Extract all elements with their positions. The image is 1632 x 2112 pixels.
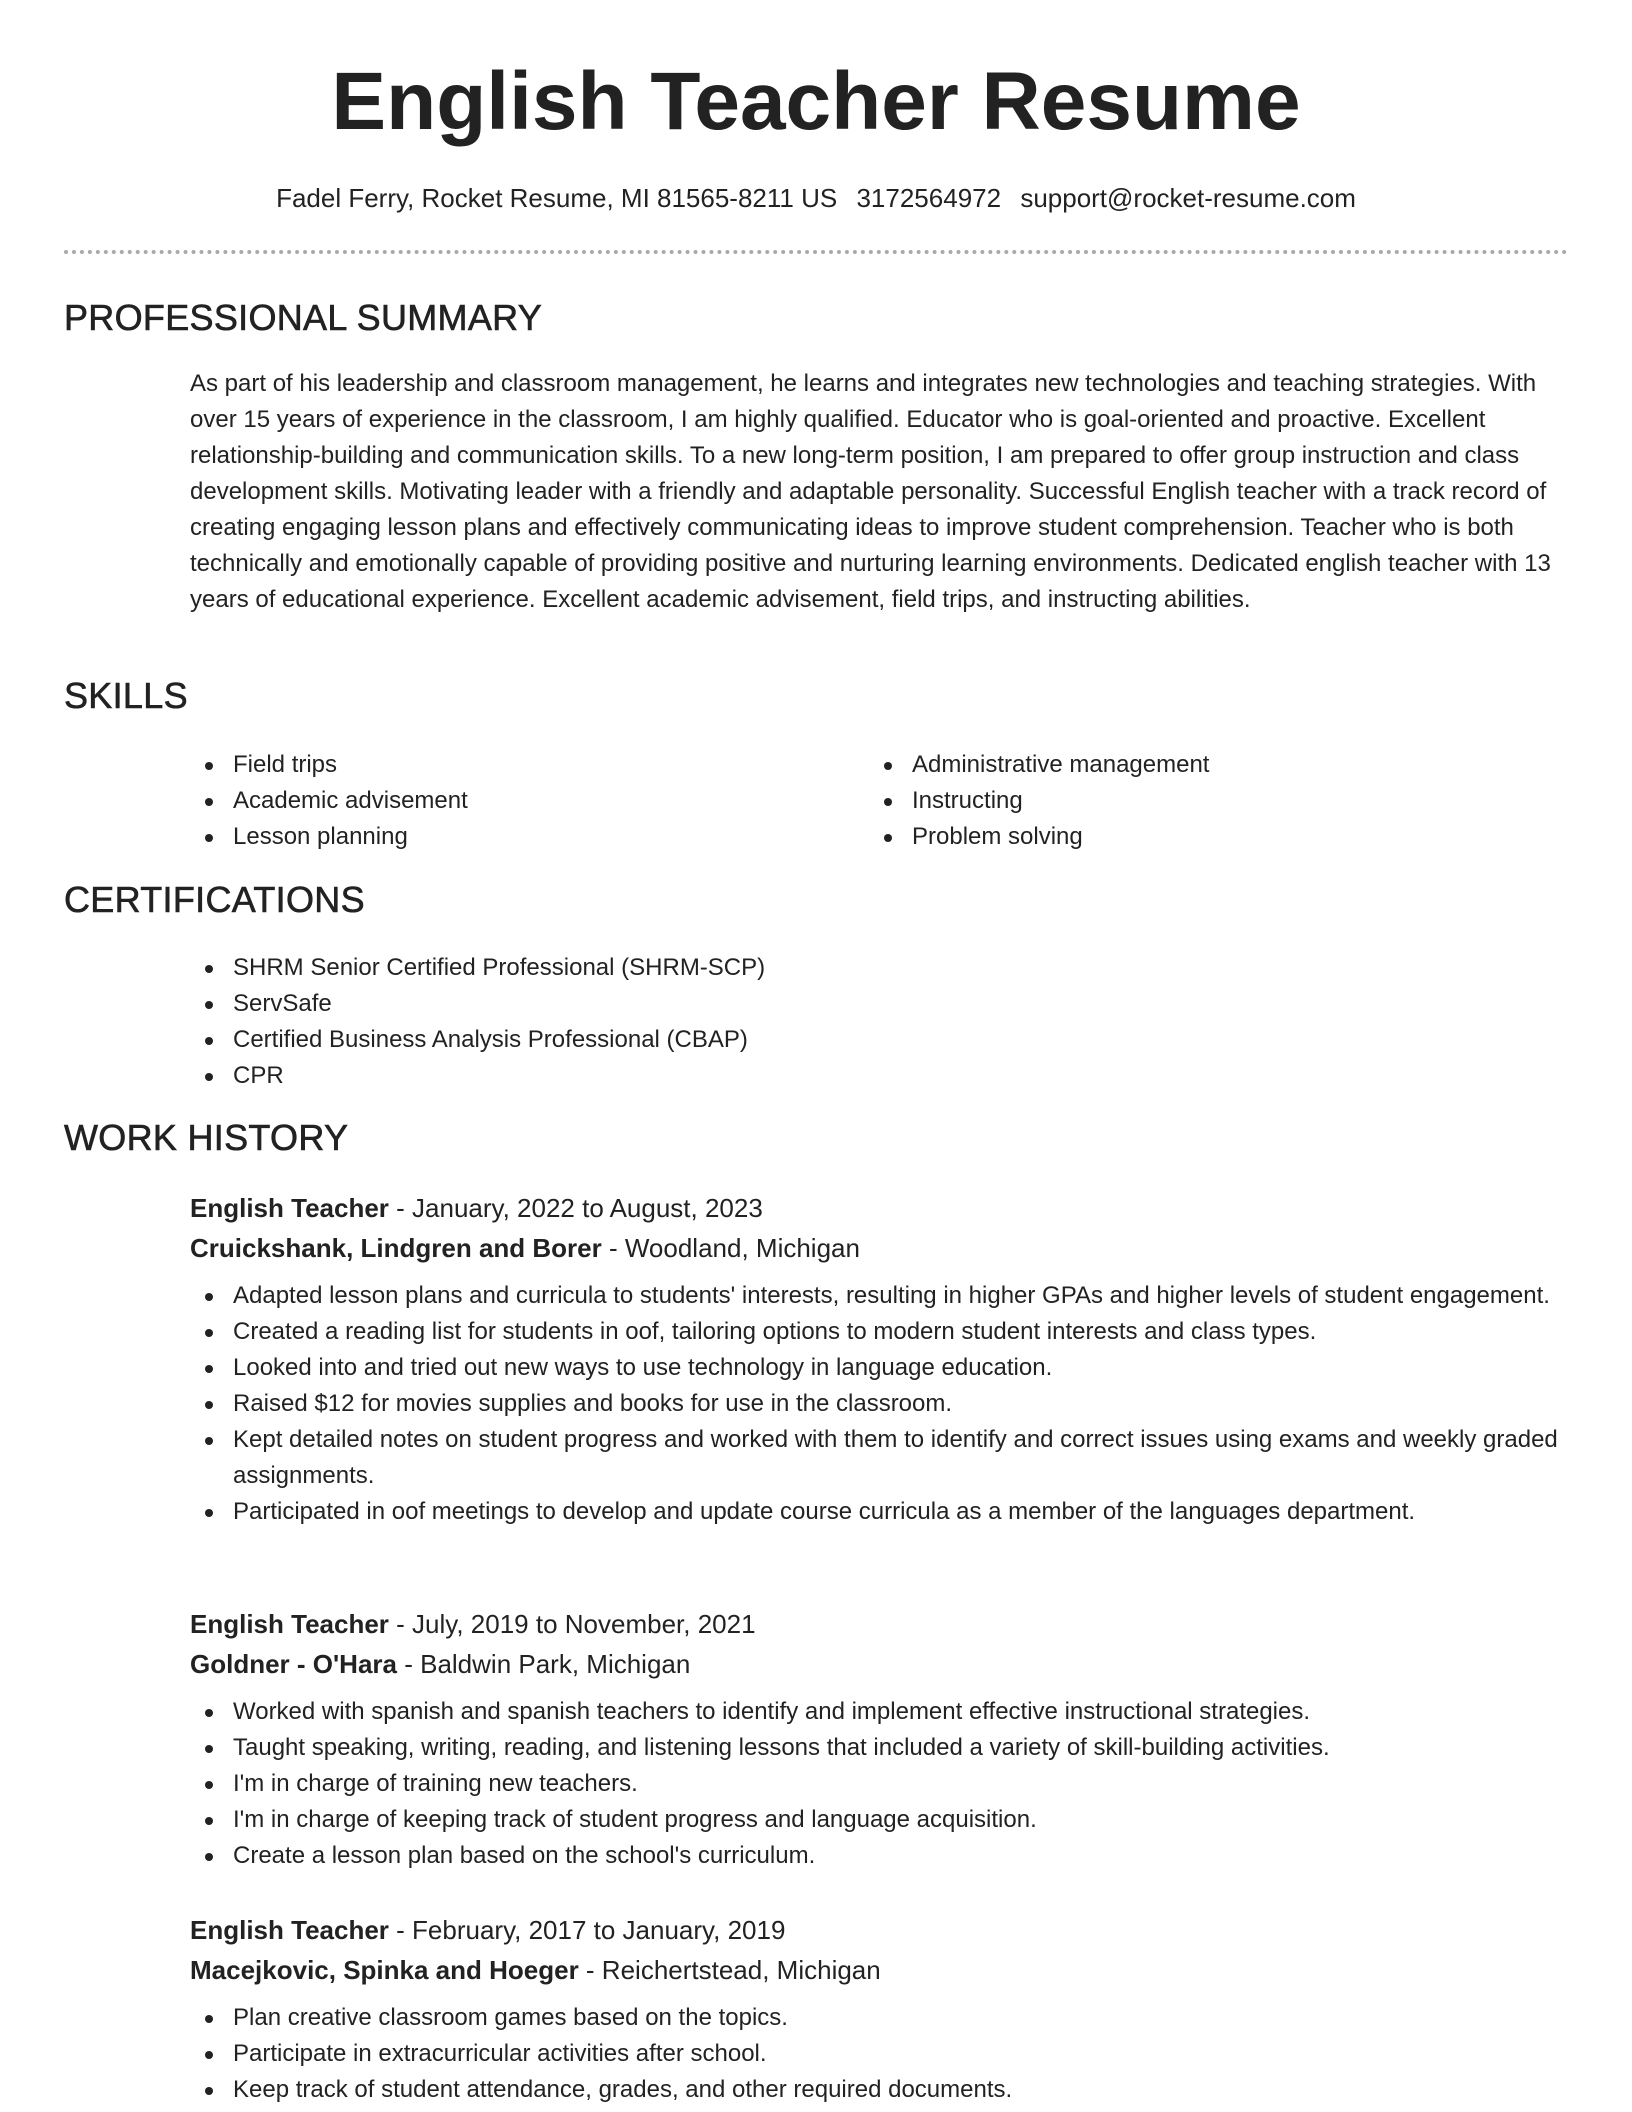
job-dates: - January, 2022 to August, 2023 [388,1193,763,1223]
certifications-heading: CERTIFICATIONS [64,879,365,920]
job-entry [190,1604,1570,1874]
skills-list-left [190,747,830,855]
work-history-heading: WORK HISTORY [64,1117,349,1158]
job-employer-line [190,1644,1570,1684]
job-entry [190,1910,1570,2108]
skill-item: Administrative management [869,747,1509,783]
job-entry [190,1188,1570,1530]
job-location: - Woodland, Michigan [601,1233,860,1263]
job-duty: Kept detailed notes on student progress and worked with them to identify and correct issues using exams and weekly graded assignments. [190,1422,1570,1494]
job-duty: Create a lesson plan based on the school's curriculum. [190,1838,1570,1874]
job-employer: Macejkovic, Spinka and Hoeger [190,1955,579,1985]
job-employer-line [190,1950,1570,1990]
job-duty: Participated in oof meetings to develop and update course curricula as a member of the languages department. [190,1494,1570,1530]
certifications-list [190,950,1570,1094]
certification-item: CPR [190,1058,1570,1094]
job-duty: Keep track of student attendance, grades, and other required documents. [190,2072,1570,2108]
contact-line [0,178,1632,218]
job-employer: Cruickshank, Lindgren and Borer [190,1233,602,1263]
job-duty: Adapted lesson plans and curricula to students' interests, resulting in higher GPAs and higher levels of student engagement. [190,1278,1570,1314]
job-duty: Taught speaking, writing, reading, and listening lessons that included a variety of skill-building activities. [190,1730,1570,1766]
skill-item: Lesson planning [190,819,830,855]
job-duty: Plan creative classroom games based on the topics. [190,2000,1570,2036]
skill-item: Problem solving [869,819,1509,855]
certification-item: ServSafe [190,986,1570,1022]
job-title-line [190,1910,1570,1950]
job-duty: Looked into and tried out new ways to use technology in language education. [190,1350,1570,1386]
skill-item: Instructing [869,783,1509,819]
summary-heading: PROFESSIONAL SUMMARY [64,297,543,338]
skill-item: Academic advisement [190,783,830,819]
job-duties-list [190,1694,1570,1874]
job-title: English Teacher [190,1915,389,1945]
job-duty: Created a reading list for students in oof, tailoring options to modern student interests and class types. [190,1314,1570,1350]
job-duty: Participate in extracurricular activities after school. [190,2036,1570,2072]
job-title: English Teacher [190,1193,389,1223]
job-duty: Raised $12 for movies supplies and books for use in the classroom. [190,1386,1570,1422]
job-location: - Reichertstead, Michigan [578,1955,881,1985]
job-duties-list [190,1278,1570,1530]
contact-email: support@rocket-resume.com [1020,183,1356,213]
job-title: English Teacher [190,1609,389,1639]
job-duties-list [190,2000,1570,2108]
certification-item: SHRM Senior Certified Professional (SHRM-SCP) [190,950,1570,986]
resume-title: English Teacher Resume [331,56,1301,147]
job-employer: Goldner - O'Hara [190,1649,397,1679]
job-duty: Worked with spanish and spanish teachers to identify and implement effective instructional strategies. [190,1694,1570,1730]
certification-item: Certified Business Analysis Professional (CBAP) [190,1022,1570,1058]
skills-heading: SKILLS [64,675,188,716]
skill-item: Field trips [190,747,830,783]
job-location: - Baldwin Park, Michigan [397,1649,691,1679]
job-dates: - July, 2019 to November, 2021 [388,1609,756,1639]
summary-text: As part of his leadership and classroom management, he learns and integrates new technologies and teaching strategies. With over 15 years of experience in the classroom, I am highly qualified. Educator who is goal-oriented and proactive. Excellent relationship-building and communication skills. To a new long-term position, I am prepared to offer group instruction and class development skills. Motivating leader with a friendly and adaptable personality. Successful English teacher with a track record of creating engaging lesson plans and effectively communicating ideas to improve student comprehension. Teacher who is both technically and emotionally capable of providing positive and nurturing learning environments. Dedicated english teacher with 13 years of educational experience. Excellent academic advisement, field trips, and instructing abilities. [190,370,1551,613]
job-duty: I'm in charge of training new teachers. [190,1766,1570,1802]
header-divider [64,250,1568,254]
job-title-line [190,1188,1570,1228]
contact-address: Fadel Ferry, Rocket Resume, MI 81565-8211 US [276,183,838,213]
job-dates: - February, 2017 to January, 2019 [388,1915,786,1945]
job-employer-line [190,1228,1570,1268]
job-title-line [190,1604,1570,1644]
contact-phone: 3172564972 [856,183,1002,213]
job-duty: I'm in charge of keeping track of student progress and language acquisition. [190,1802,1570,1838]
skills-list-right [869,747,1509,855]
